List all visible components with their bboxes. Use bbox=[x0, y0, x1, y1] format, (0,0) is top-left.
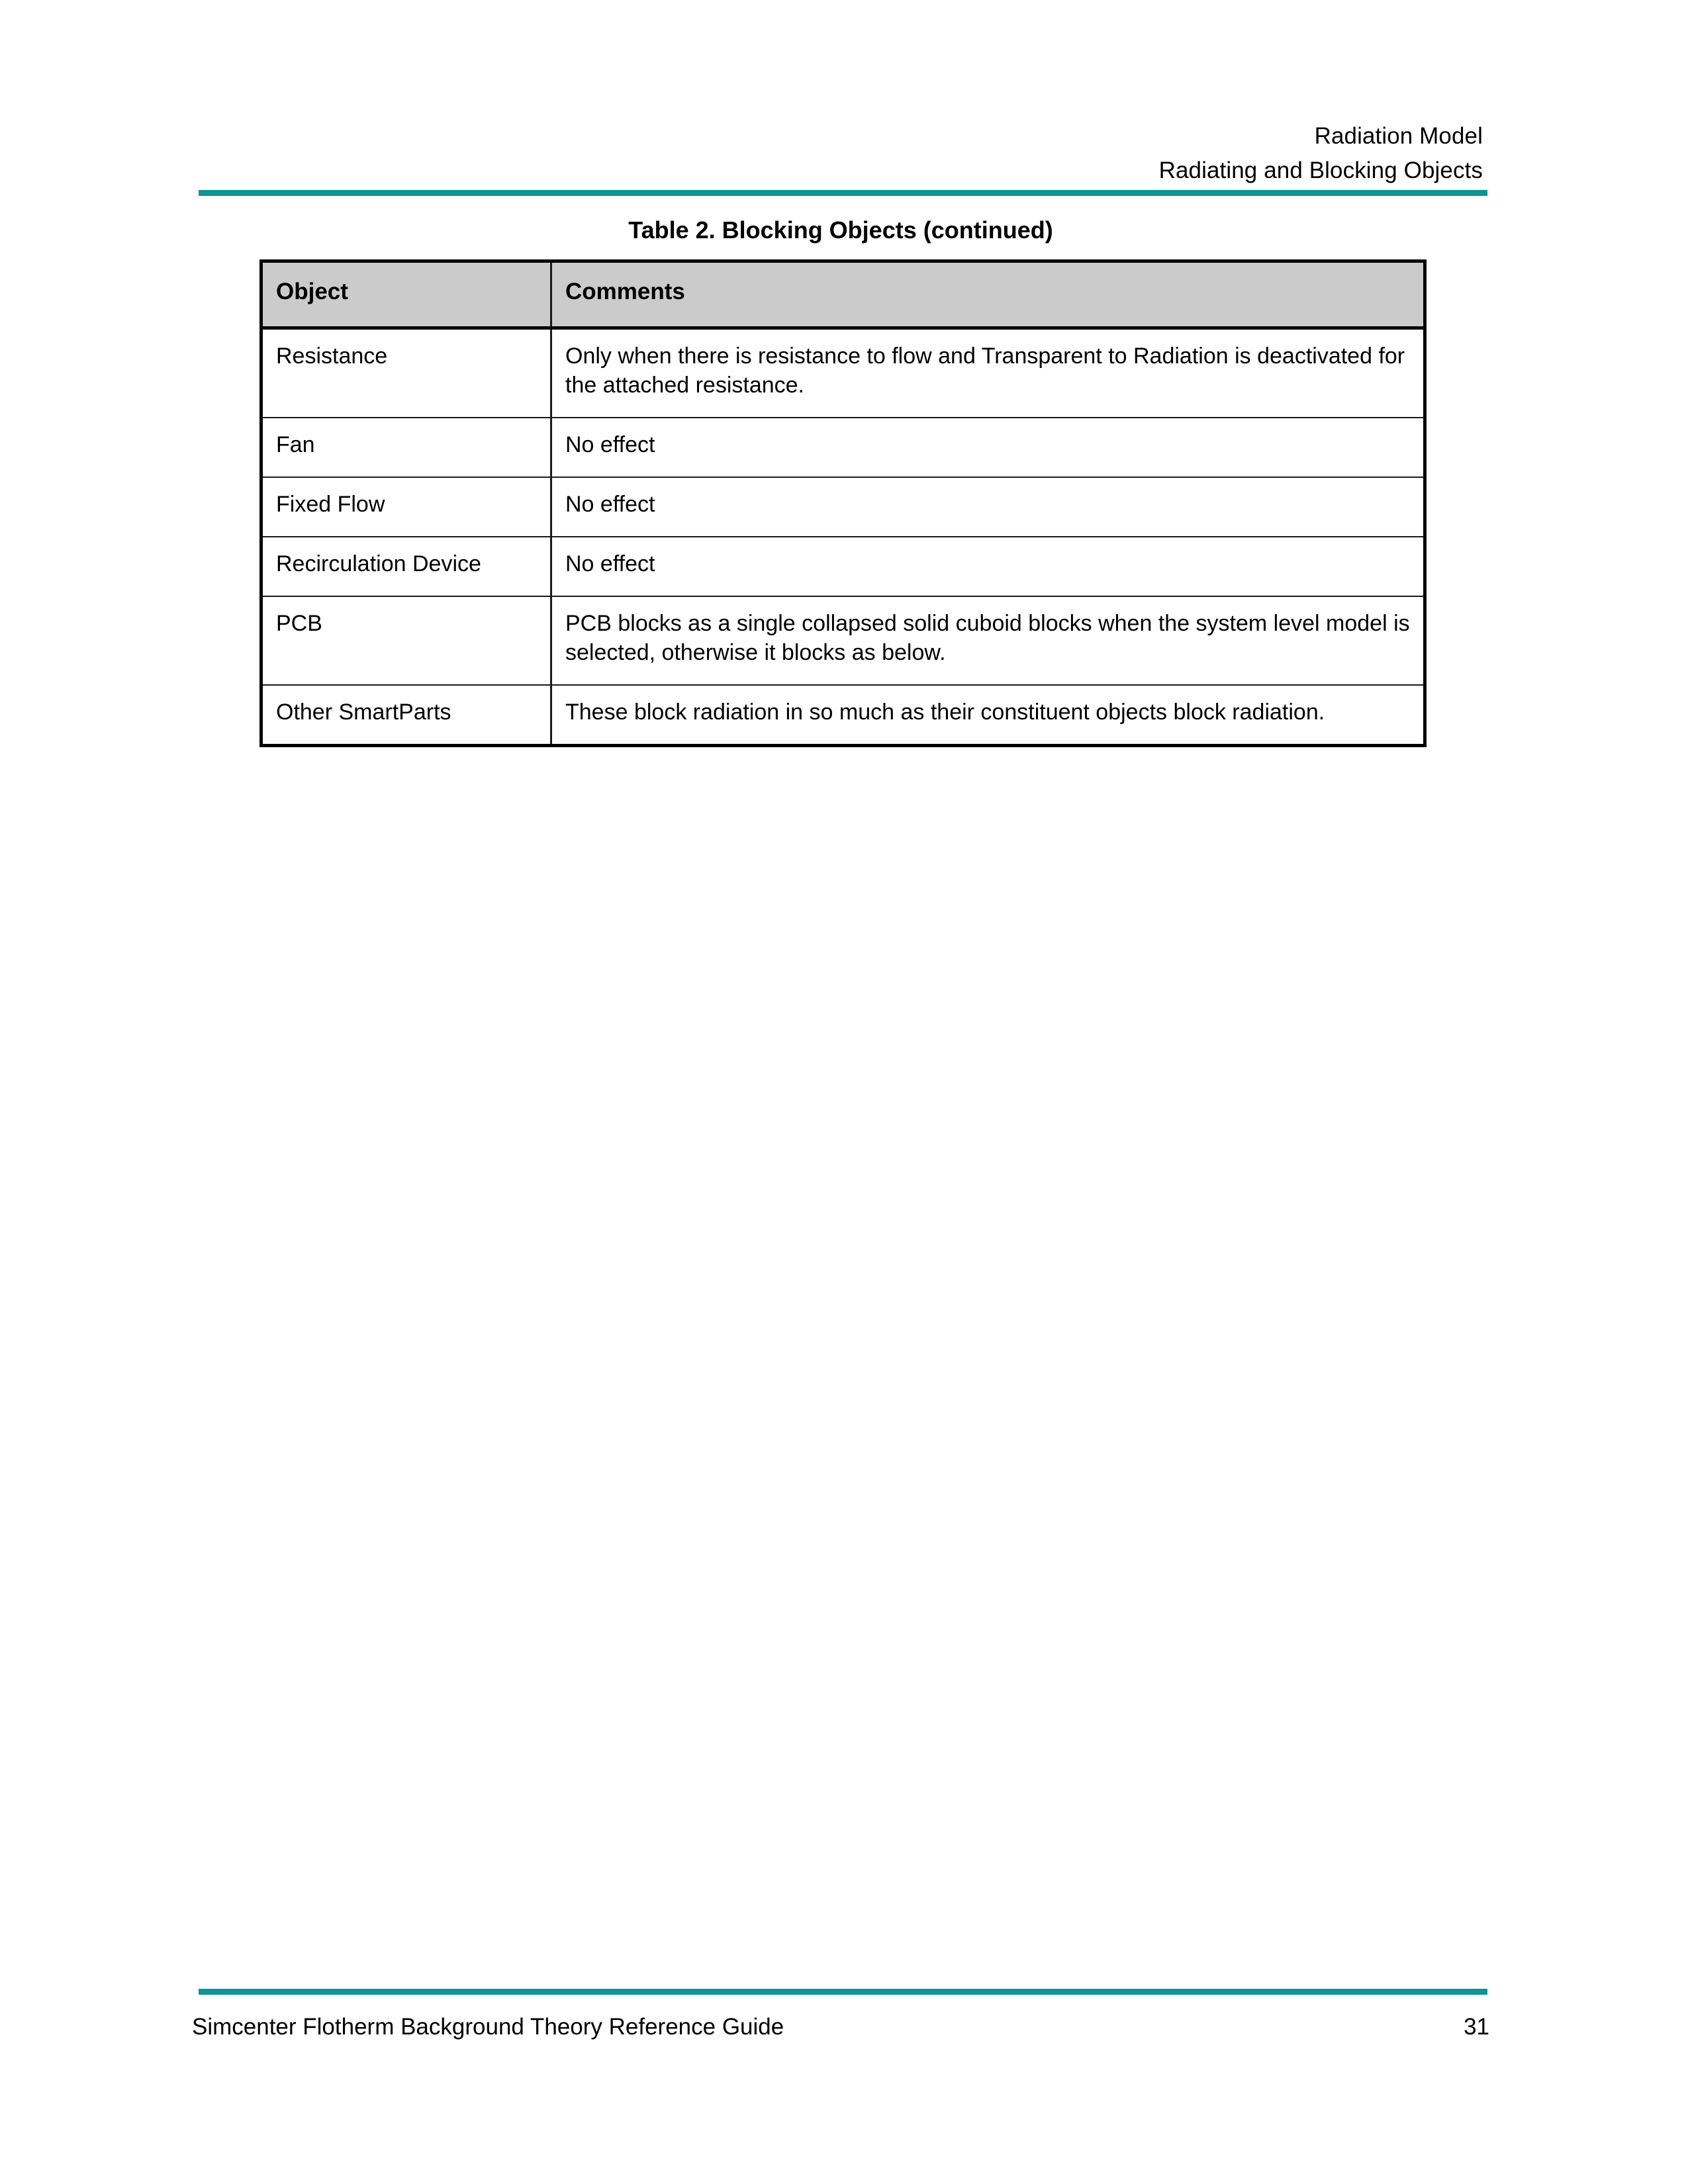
cell-comments: No effect bbox=[551, 477, 1425, 537]
running-header-line-2: Radiating and Blocking Objects bbox=[1158, 158, 1483, 183]
running-header-line-1: Radiation Model bbox=[1314, 123, 1483, 149]
column-header-object: Object bbox=[261, 261, 551, 328]
cell-comments: PCB blocks as a single collapsed solid cuboid blocks when the system level model is selected, otherwise it blocks as below. bbox=[551, 596, 1425, 685]
blocking-objects-table-wrapper bbox=[259, 259, 1423, 747]
running-footer bbox=[192, 2011, 1489, 2048]
cell-comments: No effect bbox=[551, 537, 1425, 596]
cell-comments: Only when there is resistance to flow and Transparent to Radiation is deactivated for the attached resistance. bbox=[551, 328, 1425, 418]
table-row bbox=[261, 328, 1425, 418]
running-header bbox=[199, 119, 1483, 188]
cell-object: Other SmartParts bbox=[261, 685, 551, 746]
cell-object: Fan bbox=[261, 418, 551, 477]
footer-page-number: 31 bbox=[1464, 2014, 1489, 2040]
table-row bbox=[261, 537, 1425, 596]
cell-comments: These block radiation in so much as their constituent objects block radiation. bbox=[551, 685, 1425, 746]
cell-object: PCB bbox=[261, 596, 551, 685]
cell-object: Recirculation Device bbox=[261, 537, 551, 596]
table-caption: Table 2. Blocking Objects (continued) bbox=[628, 216, 1053, 244]
cell-object: Resistance bbox=[261, 328, 551, 418]
table-row bbox=[261, 418, 1425, 477]
cell-object: Fixed Flow bbox=[261, 477, 551, 537]
table-header-row bbox=[261, 261, 1425, 328]
table-body bbox=[261, 328, 1425, 746]
table-row bbox=[261, 685, 1425, 746]
footer-divider-rule bbox=[199, 1989, 1487, 1995]
column-header-comments: Comments bbox=[551, 261, 1425, 328]
table-header bbox=[261, 261, 1425, 328]
blocking-objects-table bbox=[259, 259, 1427, 747]
table-row bbox=[261, 596, 1425, 685]
cell-comments: No effect bbox=[551, 418, 1425, 477]
table-row bbox=[261, 477, 1425, 537]
header-divider-rule bbox=[199, 190, 1487, 196]
footer-document-title: Simcenter Flotherm Background Theory Reference Guide bbox=[192, 2014, 784, 2040]
